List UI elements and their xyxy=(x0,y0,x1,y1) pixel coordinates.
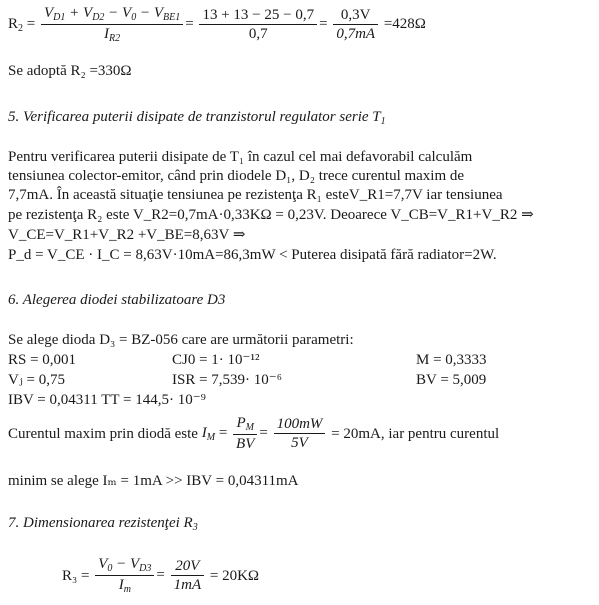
p6-intro: Se alege dioda D₃ = BZ-056 care are următorii parametri: xyxy=(8,332,354,348)
r2-fraction-numeric: $\frac{13 + 13 - 25 - 0,7}{0,7}$ xyxy=(199,6,317,43)
im-fraction-symbolic: $\frac{P_M}{BV}$ xyxy=(233,414,257,453)
section6-title: 6. Alegerea diodei stabilizatoare D3 xyxy=(8,292,226,308)
p5-line4: pe rezistenţa R₂ este V_R2=0,7mA·0,33KΩ = 0,23V. Deoarece V_CB=V_R1+V_R2 ⇒ xyxy=(8,207,534,223)
r3-fraction-symbolic: $\frac{V_0 - V_{D3}}{I_m}$ xyxy=(95,555,154,596)
r3-equation: R₃ = $\frac{V_0 - V_{D3}}{I_m}$ = $\frac{20V}{1mA}$ = 20KΩ xyxy=(62,556,260,595)
r2-equation: $R_2$ = $\frac{V_{D1} + V_{D2} - V_0 - V_{BE1}}{I_{R2}}$ = $\frac{13 + 13 - 25 - 0,7}{0,7}$ = $\frac{0,3V}{0,7mA}$ =428Ω xyxy=(8,5,426,44)
p5-line5: V_CE=V_R1+V_R2 +V_BE=8,63V ⇒ xyxy=(8,227,246,243)
p6-params-row2: Vⱼ = 0,75 ISR = 7,539· 10⁻⁶ BV = 5,009 xyxy=(8,372,487,388)
p6-current-equation: Curentul maxim prin diodă este $I_M$ = $\frac{P_M}{BV}$ = $\frac{100mW}{5V}$ = 20mA, iar pentru curentul xyxy=(8,415,500,452)
r2-result: =428Ω xyxy=(383,15,426,32)
p5-line1: Pentru verificarea puterii disipate de T₁ în cazul cel mai defavorabil calculăm xyxy=(8,149,473,165)
r2-fraction-result: $\frac{0,3V}{0,7mA}$ xyxy=(333,6,378,43)
p5-line2: tensiunea colector-emitor, când prin diodele D₁, D₂ trece curentul maxim de xyxy=(8,168,465,184)
p5-line3: 7,7mA. În această situaţie tensiunea pe rezistenţa R₁ esteV_R1=7,7V iar tensiunea xyxy=(8,187,503,203)
r2-fraction-symbolic: $\frac{V_{D1} + V_{D2} - V_0 - V_{BE1}}{I_{R2}}$ xyxy=(41,4,183,45)
p6-params-row3: IBV = 0,04311 TT = 144,5· 10⁻⁹ xyxy=(8,392,206,408)
p6-params-row1: RS = 0,001 CJ0 = 1· 10⁻¹² M = 0,3333 xyxy=(8,352,487,368)
section7-title: 7. Dimensionarea rezistenţei $R_3$ xyxy=(8,515,198,533)
r3-fraction-numeric: $\frac{20V}{1mA}$ xyxy=(171,557,205,594)
section5-title: 5. Verificarea puterii disipate de tranzistorul regulator serie $T_1$ xyxy=(8,109,386,127)
p5-line6: P_d = V_CE · I_C = 8,63V·10mA=86,3mW < Puterea disipată fără radiator=2W. xyxy=(8,247,497,263)
r2-adopt: Se adoptă R₂ =330Ω xyxy=(8,63,132,79)
im-fraction-numeric: $\frac{100mW}{5V}$ xyxy=(274,415,326,452)
p6-min-current: minim se alege Iₘ = 1mA >> IBV = 0,04311mA xyxy=(8,473,299,489)
